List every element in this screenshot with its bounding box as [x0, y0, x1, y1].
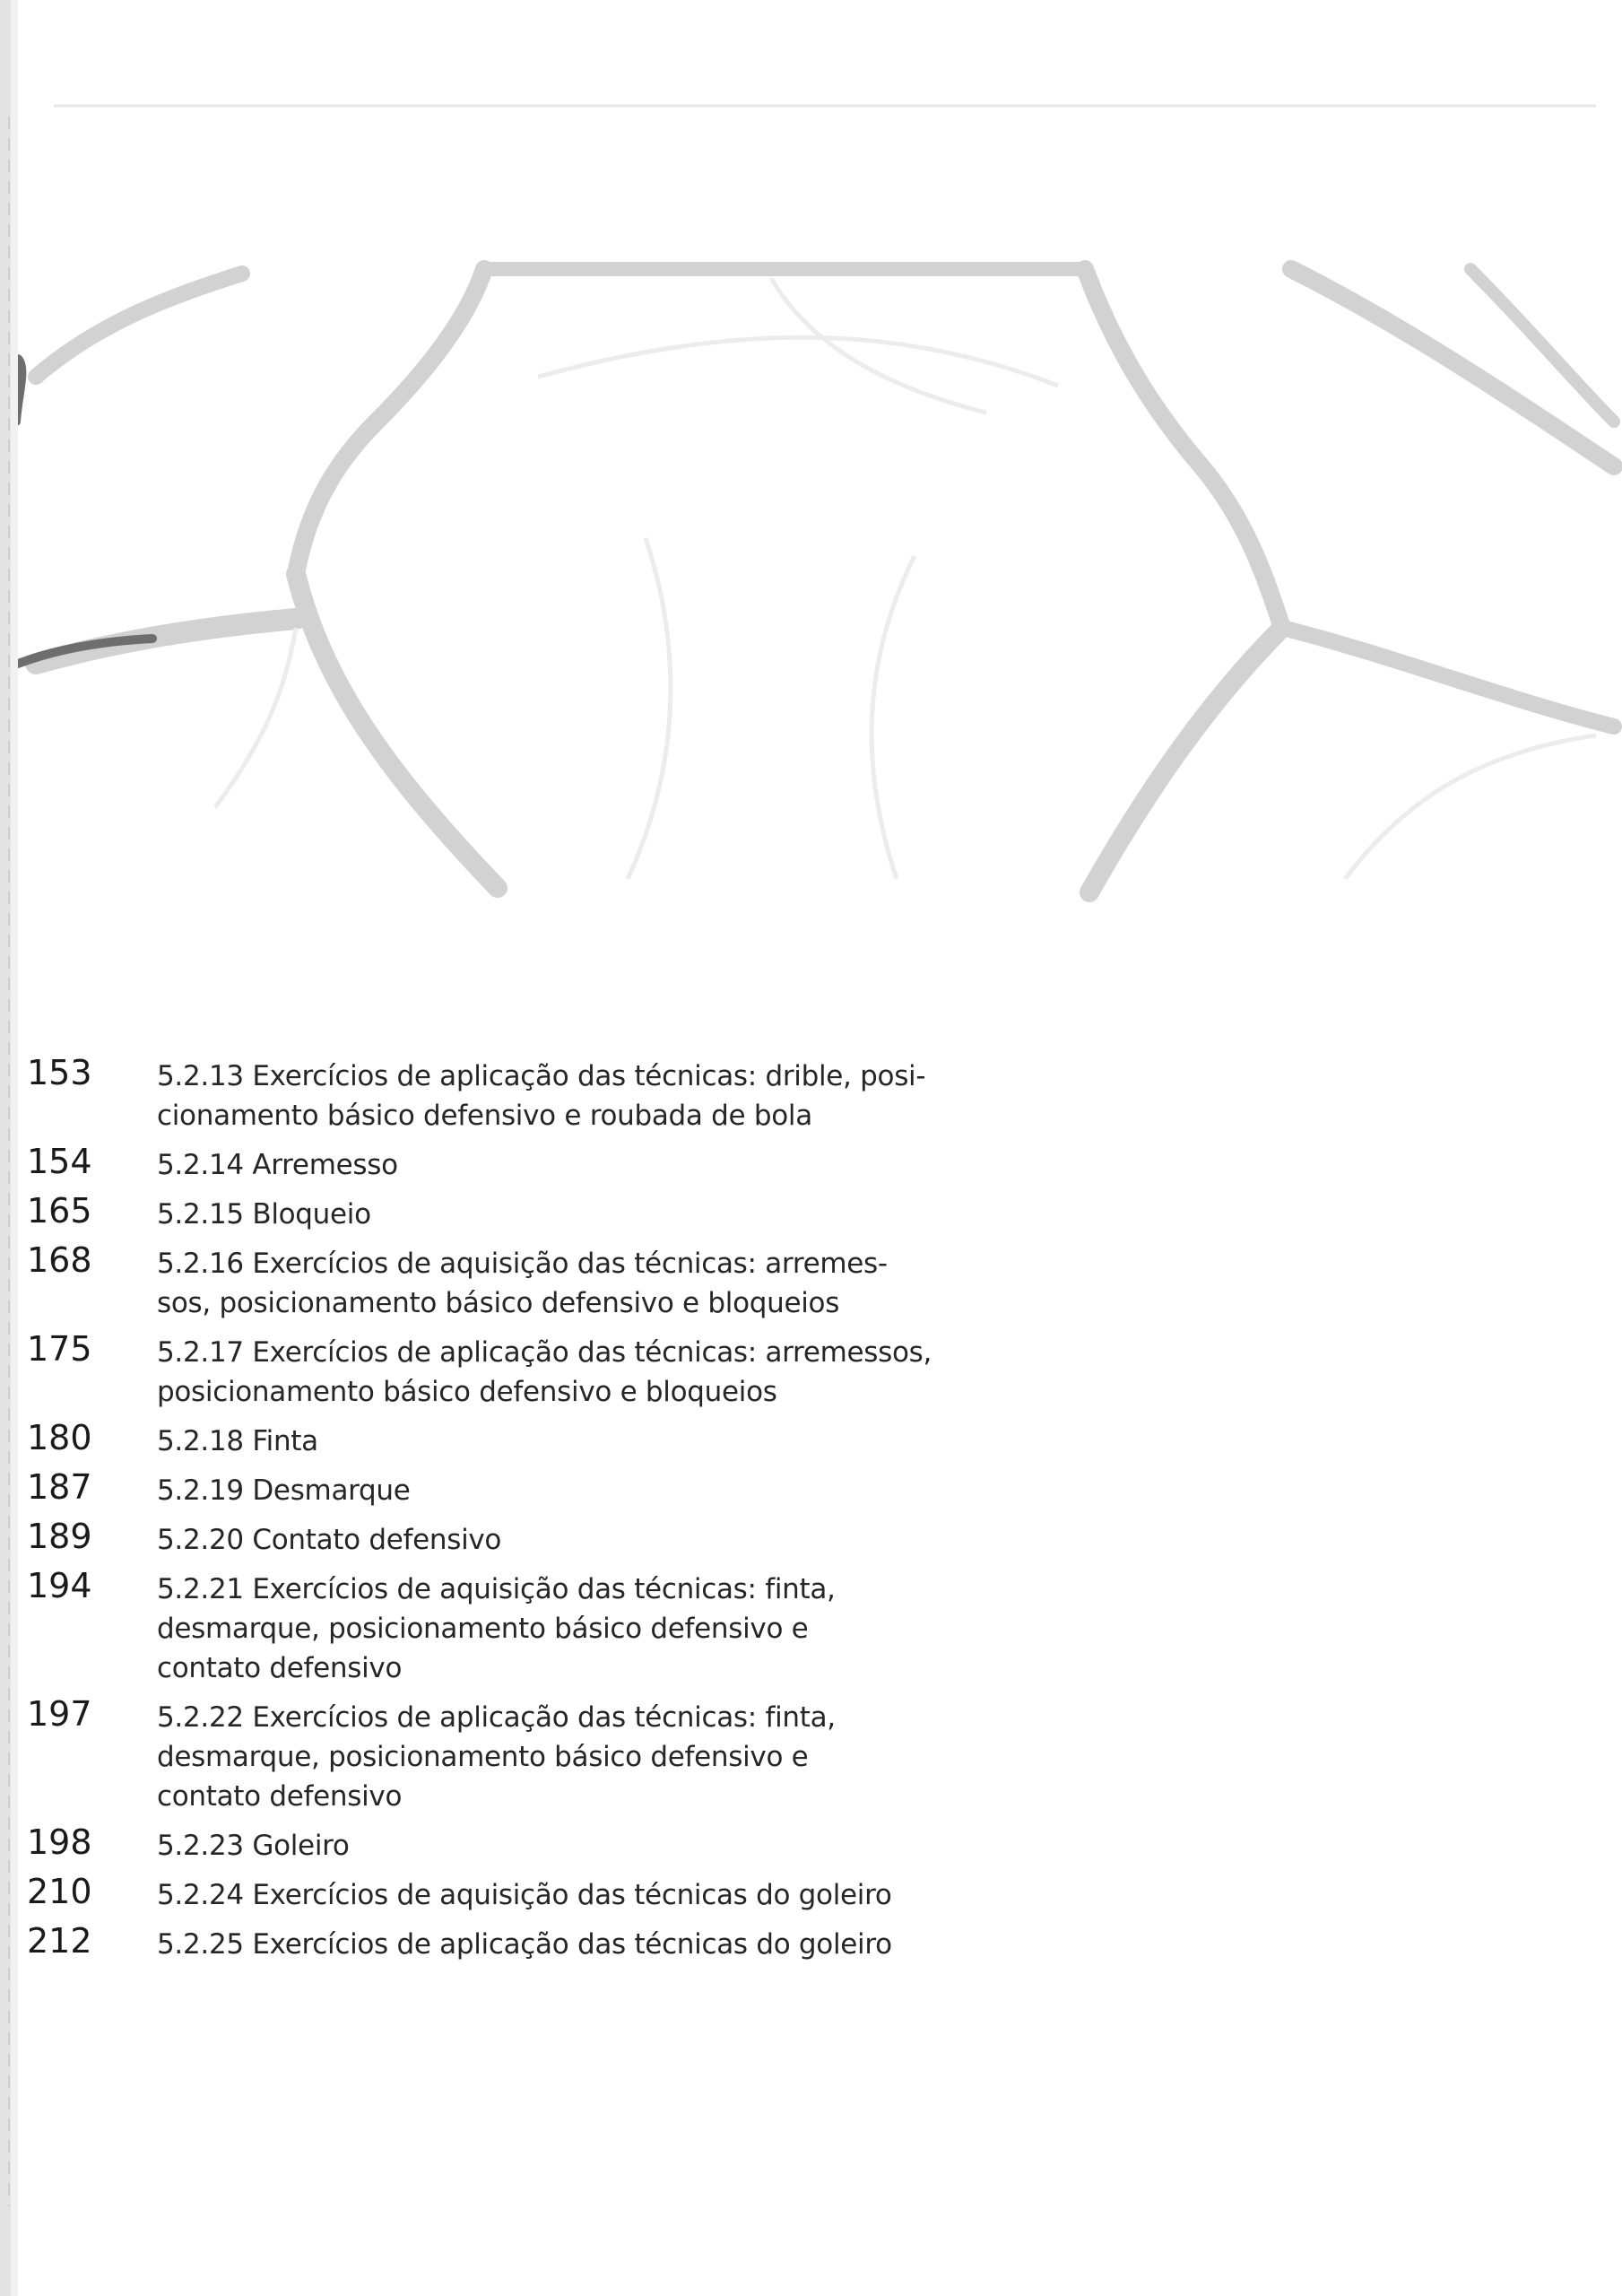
toc-entry-title-line: desmarque, posicionamento básico defensivo e — [157, 1741, 809, 1773]
toc-entry-title — [157, 1875, 901, 1915]
toc-page-number: 165 — [27, 1191, 92, 1231]
toc-page-number: 198 — [27, 1822, 92, 1862]
toc-entry-title-line: 5.2.21 Exercícios de aquisição das técnicas: finta, — [157, 1573, 836, 1605]
toc-entry-title-line: desmarque, posicionamento básico defensivo e — [157, 1613, 809, 1645]
toc-page-number: 175 — [27, 1329, 92, 1369]
toc-page-number: 168 — [27, 1240, 92, 1280]
toc-entry-title-line: 5.2.14 Arremesso — [157, 1149, 398, 1181]
toc-page-number: 210 — [27, 1872, 92, 1911]
toc-page-number: 187 — [27, 1467, 92, 1507]
toc-entry-title — [157, 1333, 932, 1412]
toc-entry-title-line: 5.2.24 Exercícios de aquisição das técnicas do goleiro — [157, 1879, 892, 1911]
toc-entry-title-line: 5.2.15 Bloqueio — [157, 1198, 371, 1231]
toc-entry — [27, 1240, 1013, 1323]
toc-entry-title — [157, 1244, 901, 1323]
toc-entry-title-line: contato defensivo — [157, 1652, 403, 1684]
toc-page-number: 154 — [27, 1142, 92, 1181]
toc-entry-title — [157, 1925, 901, 1964]
toc-page-number: 194 — [27, 1566, 92, 1605]
toc-page-number: 197 — [27, 1694, 92, 1734]
toc-entry-title-line: contato defensivo — [157, 1780, 403, 1813]
toc-entry-title-line: 5.2.13 Exercícios de aplicação das técnicas: drible, posi- — [157, 1060, 926, 1092]
toc-entry — [27, 1566, 1013, 1688]
toc-entry-title-line: 5.2.18 Finta — [157, 1425, 318, 1457]
toc-entry-title-line: 5.2.25 Exercícios de aplicação das técnicas do goleiro — [157, 1928, 892, 1961]
toc-entry-title — [157, 1145, 901, 1185]
toc-entry — [27, 1921, 1013, 1964]
table-of-contents — [27, 1053, 1013, 1974]
toc-entry-title-line: 5.2.19 Desmarque — [157, 1474, 411, 1507]
toc-entry-title-line: posicionamento básico defensivo e bloqueios — [157, 1376, 777, 1408]
toc-entry-title — [157, 1570, 901, 1688]
toc-entry-title — [157, 1422, 901, 1461]
toc-entry-title-line: 5.2.22 Exercícios de aplicação das técnicas: finta, — [157, 1701, 836, 1734]
toc-entry-title — [157, 1826, 901, 1866]
toc-entry — [27, 1822, 1013, 1866]
ball-pattern-illustration — [0, 0, 1622, 906]
toc-entry-title — [157, 1471, 901, 1510]
toc-entry — [27, 1872, 1013, 1915]
toc-entry-title-line: cionamento básico defensivo e roubada de bola — [157, 1100, 812, 1132]
toc-entry — [27, 1191, 1013, 1234]
toc-entry — [27, 1142, 1013, 1185]
toc-entry-title-line: 5.2.17 Exercícios de aplicação das técnicas: arremessos, — [157, 1336, 932, 1369]
toc-entry-title-line: 5.2.20 Contato defensivo — [157, 1524, 502, 1556]
toc-page-number: 212 — [27, 1921, 92, 1961]
toc-entry-title-line: 5.2.16 Exercícios de aquisição das técnicas: arremes- — [157, 1248, 888, 1280]
toc-page-number: 180 — [27, 1418, 92, 1457]
toc-entry — [27, 1517, 1013, 1560]
toc-entry — [27, 1467, 1013, 1510]
toc-page-number: 153 — [27, 1053, 92, 1092]
toc-entry — [27, 1694, 1013, 1816]
toc-page-number: 189 — [27, 1517, 92, 1556]
toc-entry — [27, 1053, 1013, 1135]
toc-entry-title — [157, 1195, 901, 1234]
toc-entry — [27, 1418, 1013, 1461]
toc-entry-title-line: sos, posicionamento básico defensivo e bloqueios — [157, 1287, 840, 1319]
toc-entry-title — [157, 1057, 926, 1135]
toc-entry-title — [157, 1698, 901, 1816]
toc-entry — [27, 1329, 1013, 1412]
toc-entry-title — [157, 1520, 901, 1560]
toc-entry-title-line: 5.2.23 Goleiro — [157, 1830, 350, 1862]
